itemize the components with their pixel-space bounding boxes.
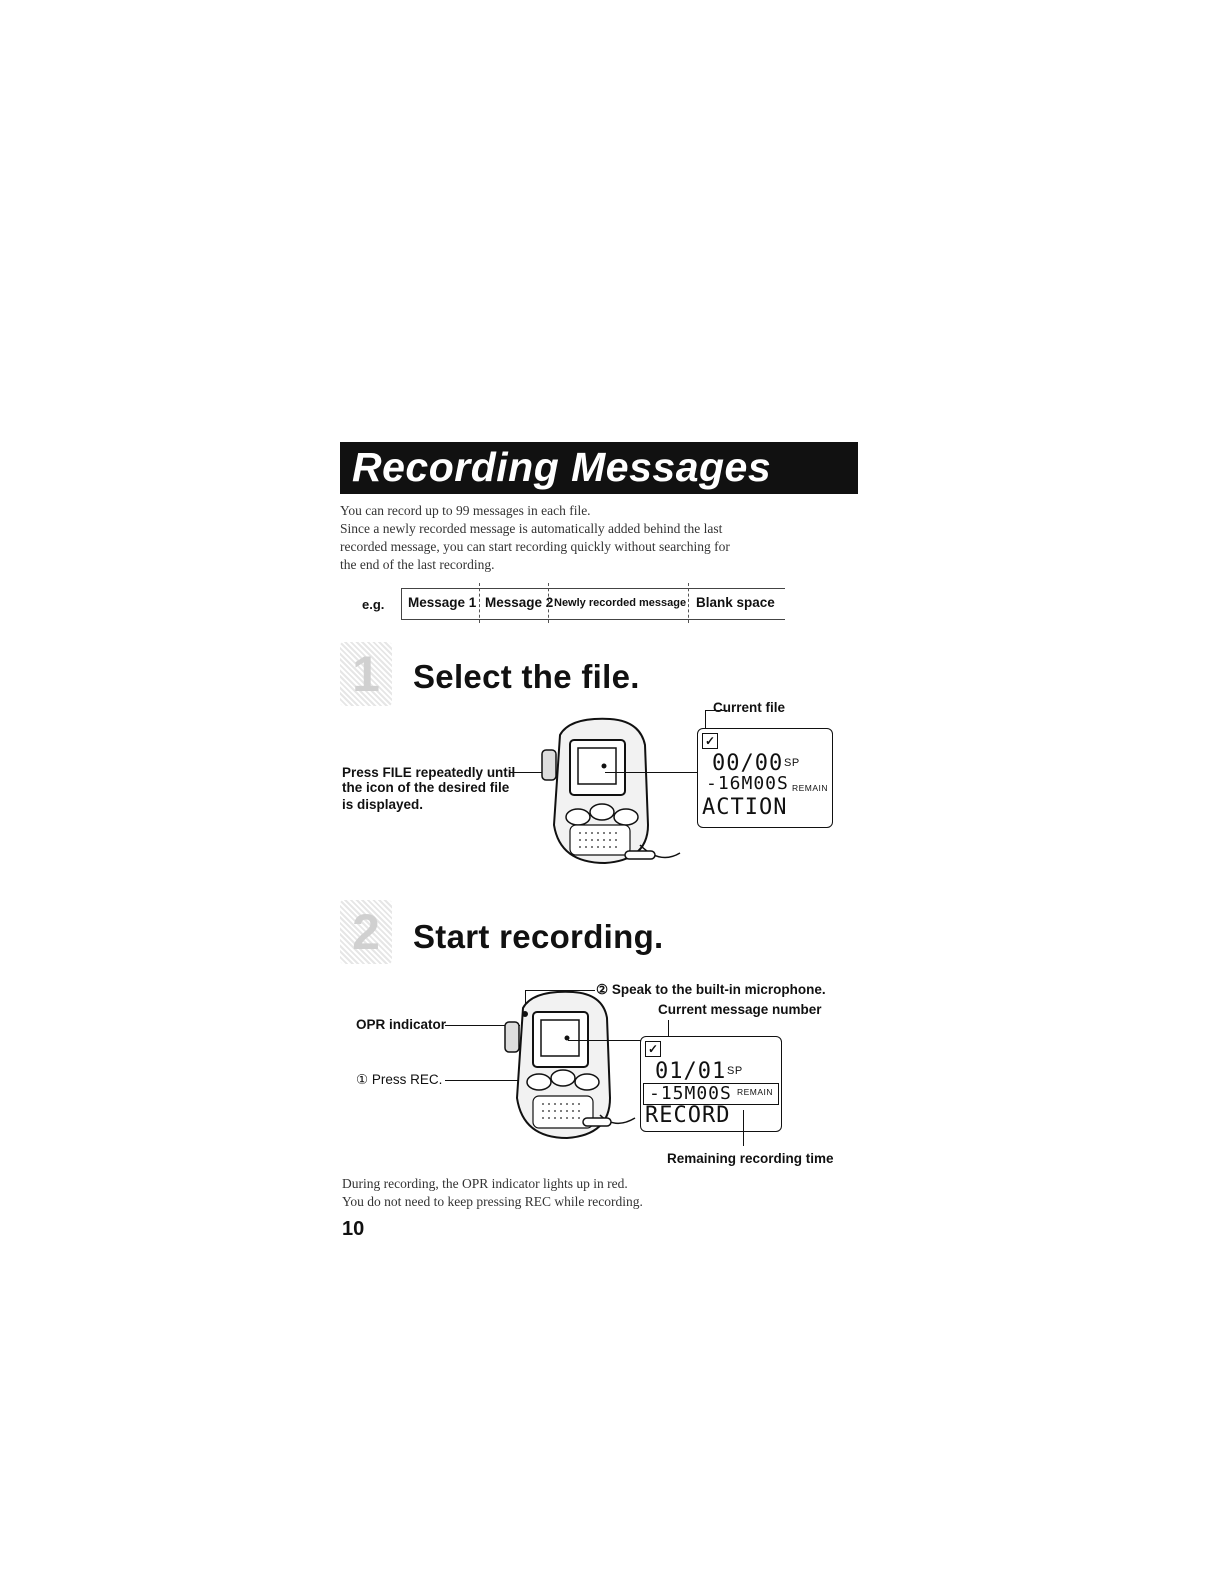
lcd-display-recording bbox=[640, 1036, 782, 1132]
lcd-file-name: ACTION bbox=[702, 795, 788, 820]
segment-divider bbox=[479, 583, 480, 623]
intro-line: the end of the last recording. bbox=[340, 557, 495, 572]
footer-text bbox=[342, 1175, 862, 1211]
remaining-time-label: Remaining recording time bbox=[667, 1151, 834, 1166]
step-1-title: Select the file. bbox=[413, 658, 640, 695]
file-check-icon: ✓ bbox=[645, 1041, 661, 1057]
page-title: Recording Messages bbox=[352, 444, 772, 490]
display-pointer-line bbox=[568, 1040, 643, 1041]
lcd-time: -15M00S bbox=[649, 1083, 732, 1104]
current-file-label: Current file bbox=[713, 700, 786, 715]
step-number-text: 1 bbox=[352, 646, 380, 702]
footer-line: You do not need to keep pressing REC while recording. bbox=[342, 1194, 643, 1209]
intro-line: Since a newly recorded message is automatically added behind the last bbox=[340, 521, 723, 536]
example-label: e.g. bbox=[362, 597, 385, 612]
speak-microphone-label: ② Speak to the built-in microphone. bbox=[596, 982, 826, 997]
step-1-instruction-3: is displayed. bbox=[342, 797, 424, 812]
lcd-remain: REMAIN bbox=[792, 783, 829, 793]
segment-blank-space: Blank space bbox=[696, 595, 775, 610]
step-2-number bbox=[340, 900, 392, 964]
lcd-status-text: RECORD bbox=[645, 1103, 731, 1128]
lcd-mode: SP bbox=[784, 757, 800, 769]
step-1-instruction-1: Press FILE repeatedly until bbox=[342, 765, 516, 780]
segment-new-message: Newly recorded message bbox=[554, 597, 687, 609]
step-2-title: Start recording. bbox=[413, 918, 664, 955]
message-bar-diagram bbox=[401, 588, 785, 620]
step-number-text: 2 bbox=[352, 904, 380, 960]
footer-line: During recording, the OPR indicator lights up in red. bbox=[342, 1176, 628, 1191]
recorder-device-illustration bbox=[530, 715, 690, 875]
intro-line: You can record up to 99 messages in each file. bbox=[340, 503, 591, 518]
lcd-remain: REMAIN bbox=[737, 1087, 774, 1097]
opr-indicator-label: OPR indicator bbox=[356, 1017, 447, 1032]
segment-divider bbox=[688, 583, 689, 623]
file-check-icon: ✓ bbox=[702, 733, 718, 749]
step-1-instruction-2: the icon of the desired file bbox=[342, 780, 510, 795]
segment-message-2: Message 2 bbox=[485, 595, 554, 610]
recorder-device-illustration bbox=[495, 990, 645, 1150]
segment-divider bbox=[548, 583, 549, 623]
step-1-number bbox=[340, 642, 392, 706]
display-pointer-line bbox=[605, 772, 703, 773]
lcd-time: -16M00S bbox=[706, 773, 789, 794]
lcd-counter: 01/01 bbox=[655, 1059, 727, 1084]
segment-message-1: Message 1 bbox=[408, 595, 477, 610]
intro-line: recorded message, you can start recording quickly without searching for bbox=[340, 539, 730, 554]
callout-line bbox=[705, 710, 727, 711]
lcd-display-file bbox=[697, 728, 833, 828]
lcd-mode: SP bbox=[727, 1065, 743, 1077]
lcd-counter: 00/00 bbox=[712, 751, 784, 776]
page-number: 10 bbox=[342, 1218, 365, 1240]
press-rec-label: ① Press REC. bbox=[356, 1072, 443, 1087]
callout-line bbox=[743, 1110, 744, 1146]
current-message-label: Current message number bbox=[658, 1002, 822, 1017]
intro-text bbox=[340, 502, 860, 574]
